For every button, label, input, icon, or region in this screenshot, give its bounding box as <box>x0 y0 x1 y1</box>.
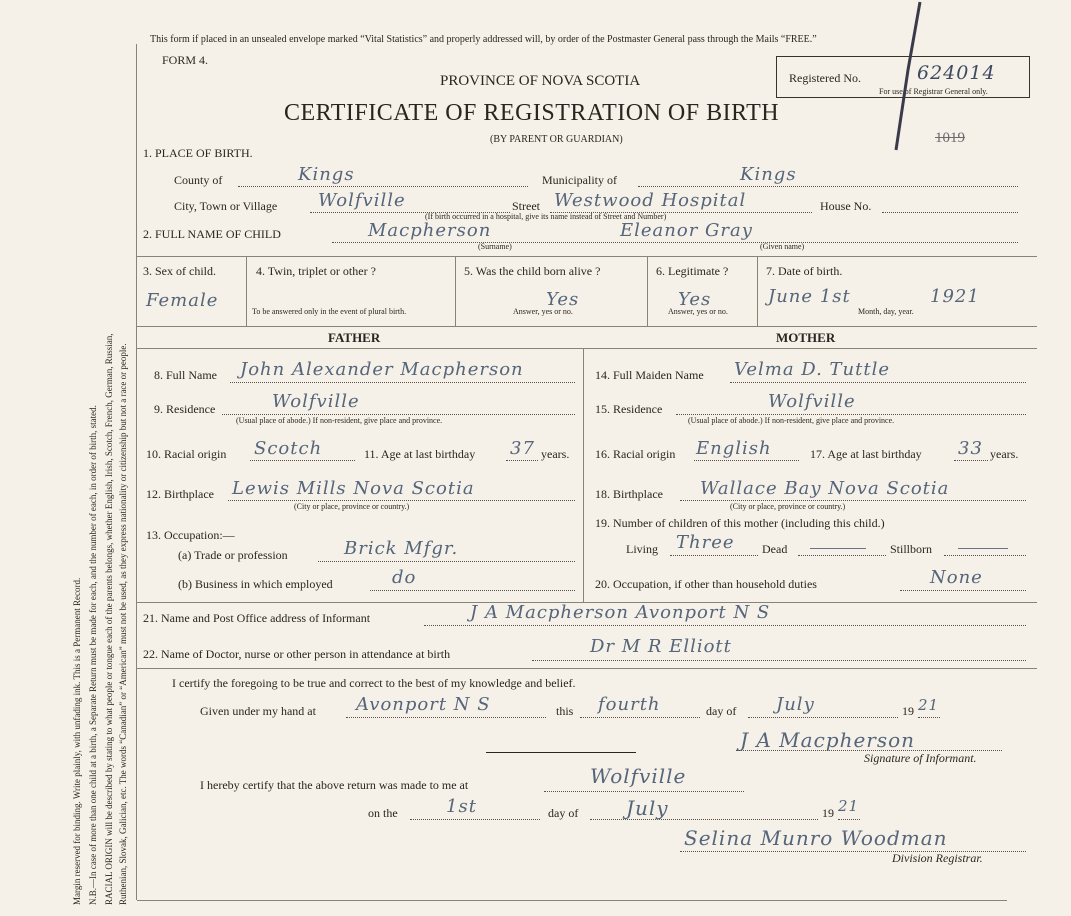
father-racial-line <box>250 460 355 461</box>
father-residence-label: 9. Residence <box>154 402 216 416</box>
given-year-prefix: 19 <box>902 704 914 718</box>
dead-dash <box>810 548 866 549</box>
registrar-year: 21 <box>838 797 860 815</box>
municipality-line <box>638 186 1018 187</box>
margin-number: 1019 <box>935 130 965 146</box>
city-label: City, Town or Village <box>174 199 278 213</box>
father-birthplace-line <box>228 500 575 501</box>
mother-age: 33 <box>958 438 983 459</box>
father-business-line <box>370 590 575 591</box>
form-number: FORM 4. <box>162 53 209 67</box>
registered-note: For use of Registrar General only. <box>879 87 988 96</box>
sex-value: Female <box>146 290 219 311</box>
father-heading: FATHER <box>328 330 381 345</box>
father-residence: Wolfville <box>272 391 360 412</box>
certify-statement: I certify the foregoing to be true and correct to the best of my knowledge and belief. <box>172 676 576 690</box>
father-trade: Brick Mfgr. <box>344 538 459 559</box>
pen-stroke-mark <box>880 0 930 160</box>
place-heading: 1. PLACE OF BIRTH. <box>143 146 253 160</box>
row3-divider-3 <box>647 256 648 326</box>
given-year: 21 <box>918 696 940 714</box>
given-month: July <box>776 694 815 715</box>
sex-label: 3. Sex of child. <box>143 264 216 278</box>
registrar-day-line <box>410 819 540 820</box>
given-under-label: Given under my hand at <box>200 704 316 718</box>
on-the-label: on the <box>368 806 398 820</box>
registrar-day: 1st <box>446 796 477 817</box>
father-name-line <box>230 382 575 383</box>
given-place: Avonport N S <box>356 694 491 715</box>
dob-value: June 1st <box>768 286 851 307</box>
registrar-signature: Selina Munro Woodman <box>684 826 948 850</box>
mother-children-label: 19. Number of children of this mother (including this child.) <box>595 516 885 530</box>
registered-label: Registered No. <box>789 71 861 85</box>
mother-birthplace-note: (City or place, province or country.) <box>730 502 846 511</box>
given-name-note: (Given name) <box>760 242 805 251</box>
mother-heading: MOTHER <box>776 330 836 345</box>
father-birthplace-note: (City or place, province or country.) <box>294 502 410 511</box>
dob-year: 1921 <box>930 286 980 307</box>
mother-racial-label: 16. Racial origin <box>595 447 676 461</box>
father-age-label: 11. Age at last birthday <box>364 447 476 461</box>
row3-divider-4 <box>757 256 758 326</box>
given-month-line <box>748 717 898 718</box>
mother-occupation-label: 20. Occupation, if other than household duties <box>595 577 817 591</box>
father-age-unit: years. <box>541 447 570 461</box>
hospital-note: (If birth occurred in a hospital, give its name instead of Street and Number) <box>425 212 667 221</box>
father-racial-label: 10. Racial origin <box>146 447 227 461</box>
given-day-line <box>580 717 700 718</box>
row3-divider-1 <box>246 256 247 326</box>
given-day: fourth <box>598 694 661 715</box>
margin-note-3: RACIAL ORIGIN will be described by stating to what people or tongue each of the parents belongs, whether English, Irish, Scotch, French, German, Russian, <box>104 333 114 905</box>
living-line <box>670 555 758 556</box>
informant-line <box>424 625 1026 626</box>
mother-occupation-line <box>900 590 1026 591</box>
father-age: 37 <box>510 438 535 459</box>
county-label: County of <box>174 173 223 187</box>
row3-divider-2 <box>455 256 456 326</box>
informant-value: J A Macpherson Avonport N S <box>470 602 771 623</box>
mother-birthplace-line <box>680 500 1026 501</box>
registrar-month-line <box>590 819 818 820</box>
margin-note-4: Ruthenian, Slovak, Galician, etc. The words “Canadian” or “American” must not be used, as they express nationality or citizenship but not a race or people. <box>118 343 128 905</box>
mother-residence-line <box>676 414 1026 415</box>
father-residence-line <box>222 414 575 415</box>
alive-note: Answer, yes or no. <box>513 307 573 316</box>
child-surname: Macpherson <box>368 220 492 241</box>
municipality-value: Kings <box>740 164 797 185</box>
alive-value: Yes <box>546 289 580 310</box>
province-heading: PROVINCE OF NOVA SCOTIA <box>440 73 641 89</box>
mother-name-label: 14. Full Maiden Name <box>595 368 704 382</box>
bottom-rule <box>137 900 1007 901</box>
stillborn-label: Stillborn <box>890 542 933 556</box>
registrar-day-of-label: day of <box>548 806 579 820</box>
mother-name-line <box>730 382 1026 383</box>
father-occupation-label: 13. Occupation:— <box>146 528 235 542</box>
mother-residence-label: 15. Residence <box>595 402 663 416</box>
living-value: Three <box>676 532 735 553</box>
father-name: John Alexander Macpherson <box>240 359 524 380</box>
left-border <box>136 44 137 900</box>
certify-top-rule <box>137 668 1037 669</box>
row3-bottom-rule <box>137 326 1037 327</box>
margin-note-1: Margin reserved for binding. Write plainly, with unfading ink. This is a Permanent Record. <box>72 577 82 905</box>
county-value: Kings <box>298 164 355 185</box>
margin-note-2: N.B.—In case of more than one child at a birth, a Separate Return must be made for each, and the number of each, in order of birth, stated. <box>88 405 98 905</box>
mother-age-label: 17. Age at last birthday <box>810 447 922 461</box>
legitimate-value: Yes <box>678 289 712 310</box>
registrar-statement: I hereby certify that the above return was made to me at <box>200 778 469 792</box>
registrar-year-prefix: 19 <box>822 806 834 820</box>
registrar-place: Wolfville <box>590 764 687 788</box>
street-label: Street <box>512 199 540 213</box>
given-place-line <box>346 717 546 718</box>
father-racial: Scotch <box>254 438 323 459</box>
informant-signature-label: Signature of Informant. <box>864 751 977 765</box>
given-year-line <box>918 717 940 718</box>
father-trade-line <box>318 561 575 562</box>
dob-label: 7. Date of birth. <box>766 264 843 278</box>
parents-divider <box>583 348 584 602</box>
surname-note: (Surname) <box>478 242 512 251</box>
informant-label: 21. Name and Post Office address of Informant <box>143 611 371 625</box>
dead-label: Dead <box>762 542 788 556</box>
mother-occupation: None <box>930 567 983 588</box>
mother-racial-line <box>694 460 799 461</box>
mother-age-unit: years. <box>990 447 1019 461</box>
registrar-year-line <box>838 819 860 820</box>
doctor-line <box>532 660 1026 661</box>
child-given-name: Eleanor Gray <box>620 220 753 241</box>
twin-label: 4. Twin, triplet or other ? <box>256 264 376 278</box>
legitimate-note: Answer, yes or no. <box>668 307 728 316</box>
father-business: do <box>392 567 417 588</box>
father-business-label: (b) Business in which employed <box>178 577 333 591</box>
father-trade-label: (a) Trade or profession <box>178 548 288 562</box>
mother-birthplace: Wallace Bay Nova Scotia <box>700 478 950 499</box>
mother-birthplace-label: 18. Birthplace <box>595 487 663 501</box>
child-name-label: 2. FULL NAME OF CHILD <box>143 227 281 241</box>
father-name-label: 8. Full Name <box>154 368 217 382</box>
separator-rule <box>486 752 636 753</box>
child-name-line <box>332 242 1018 243</box>
registrar-signature-label: Division Registrar. <box>892 851 983 865</box>
doctor-label: 22. Name of Doctor, nurse or other person in attendance at birth <box>143 647 451 661</box>
parents-top-rule <box>137 348 1037 349</box>
alive-label: 5. Was the child born alive ? <box>464 264 601 278</box>
stillborn-dash <box>958 548 1008 549</box>
mother-name: Velma D. Tuttle <box>734 359 890 380</box>
father-birthplace-label: 12. Birthplace <box>146 487 214 501</box>
registrar-month: July <box>626 796 669 820</box>
municipality-label: Municipality of <box>542 173 617 187</box>
mother-racial: English <box>696 438 772 459</box>
this-label: this <box>556 704 574 718</box>
informant-signature: J A Macpherson <box>740 728 916 752</box>
dob-note: Month, day, year. <box>858 307 914 316</box>
certificate-subtitle: (BY PARENT OR GUARDIAN) <box>490 134 623 145</box>
father-birthplace: Lewis Mills Nova Scotia <box>232 478 475 499</box>
mother-residence-note: (Usual place of abode.) If non-resident, give place and province. <box>688 416 895 425</box>
mother-age-line <box>954 460 988 461</box>
stillborn-line <box>944 555 1026 556</box>
row3-top-rule <box>137 256 1037 257</box>
twin-note: To be answered only in the event of plural birth. <box>252 307 407 316</box>
city-value: Wolfville <box>318 190 406 211</box>
certificate-title: CERTIFICATE OF REGISTRATION OF BIRTH <box>284 100 780 126</box>
doctor-value: Dr M R Elliott <box>590 636 732 657</box>
registered-number: 624014 <box>917 62 996 84</box>
given-day-of-label: day of <box>706 704 737 718</box>
postal-notice: This form if placed in an unsealed envelope marked “Vital Statistics” and properly addressed will, by order of the Postmaster General pass through the Mails “FREE.” <box>150 34 817 45</box>
father-residence-note: (Usual place of abode.) If non-resident, give place and province. <box>236 416 443 425</box>
street-value: Westwood Hospital <box>554 190 747 211</box>
registrar-place-line <box>544 791 744 792</box>
legitimate-label: 6. Legitimate ? <box>656 264 729 278</box>
father-age-line <box>506 460 538 461</box>
house-line <box>882 212 1018 213</box>
dead-line <box>798 555 886 556</box>
mother-residence: Wolfville <box>768 391 856 412</box>
county-line <box>238 186 528 187</box>
house-label: House No. <box>820 199 872 213</box>
living-label: Living <box>626 542 658 556</box>
